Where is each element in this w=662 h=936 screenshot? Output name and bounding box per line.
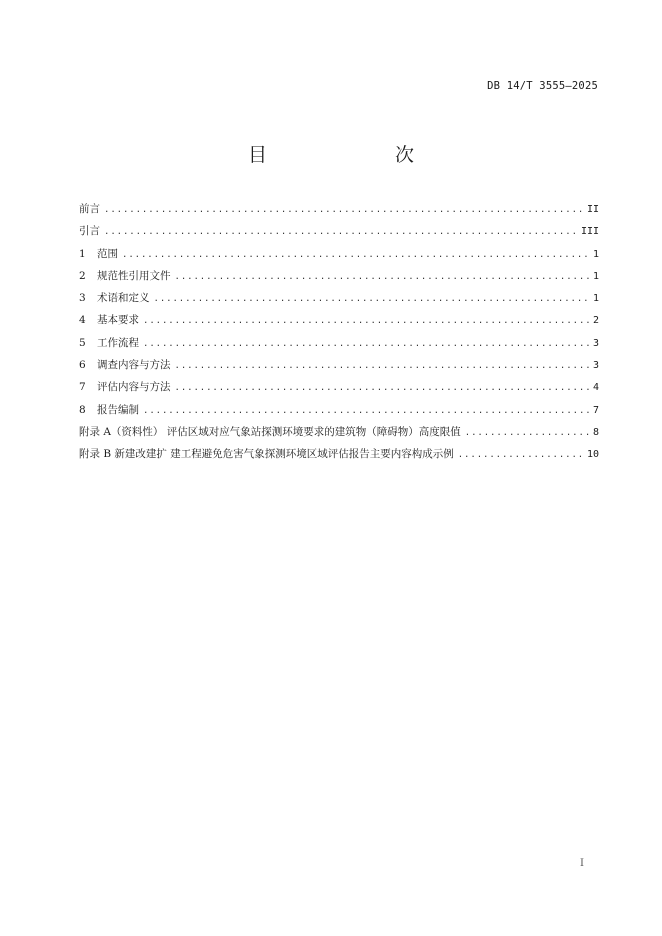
toc-page-number: 1 [592,248,599,260]
toc-entry-appendix-b[interactable] [79,443,599,465]
toc-leader-dots [122,244,589,266]
toc-label: 调查内容与方法 [97,359,171,372]
toc-label: 基本要求 [97,314,139,327]
toc-label: 附录 A（资料性） 评估区域对应气象站探测环境要求的建筑物（障碍物）高度限值 [79,425,461,438]
toc-section-number: 1 [79,247,86,260]
toc-leader-dots [465,422,589,444]
toc-entry-normative-references[interactable] [79,265,599,287]
toc-page-number: 3 [592,337,599,349]
toc-entry-report-preparation[interactable] [79,399,599,421]
toc-section-number: 3 [79,292,86,305]
toc-entry-assessment-methods[interactable] [79,376,599,398]
toc-section-number: 4 [79,314,86,327]
table-of-contents [79,198,599,466]
toc-entry-scope[interactable] [79,243,599,265]
toc-page-number: 10 [586,449,599,461]
page-title: 目 次 [247,144,444,166]
toc-section-number: 2 [79,269,86,282]
toc-leader-dots [143,400,589,422]
document-code: DB 14/T 3555—2025 [487,80,598,92]
toc-entry-introduction[interactable] [79,220,599,242]
toc-label: 前言 [79,203,100,215]
toc-leader-dots [154,288,589,310]
toc-leader-dots [143,333,589,355]
toc-page-number: II [586,204,599,215]
toc-leader-dots [143,310,589,332]
toc-section-number: 7 [79,381,86,394]
toc-label: 报告编制 [97,403,139,416]
toc-section-number: 6 [79,359,86,372]
toc-page-number: 1 [592,270,599,282]
toc-label: 工作流程 [97,336,139,349]
toc-section-number: 8 [79,403,86,416]
toc-leader-dots [104,221,577,243]
toc-page-number: 8 [592,426,599,438]
toc-leader-dots [175,266,589,288]
toc-entry-workflow[interactable] [79,332,599,354]
toc-entry-foreword[interactable] [79,198,599,220]
toc-label: 附录 B 新建改建扩 建工程避免危害气象探测环境区域评估报告主要内容构成示例 [79,448,454,461]
toc-page-number: 1 [592,293,599,305]
page-number: I [580,858,584,869]
toc-entry-basic-requirements[interactable] [79,309,599,331]
toc-label: 评估内容与方法 [97,381,171,394]
toc-page-number: III [580,226,599,238]
toc-entry-survey-methods[interactable] [79,354,599,376]
toc-label: 范围 [97,247,118,260]
toc-page-number: 4 [592,382,599,394]
toc-label: 规范性引用文件 [97,269,171,282]
toc-entry-appendix-a[interactable] [79,421,599,443]
toc-leader-dots [104,199,583,221]
toc-section-number: 5 [79,336,86,349]
toc-label: 引言 [79,225,100,238]
toc-leader-dots [175,355,589,377]
toc-entry-terms-definitions[interactable] [79,287,599,309]
toc-leader-dots [175,377,589,399]
toc-page-number: 3 [592,360,599,372]
toc-page-number: 7 [592,404,599,416]
toc-page-number: 2 [592,315,599,327]
toc-leader-dots [458,444,583,466]
toc-label: 术语和定义 [97,292,150,305]
